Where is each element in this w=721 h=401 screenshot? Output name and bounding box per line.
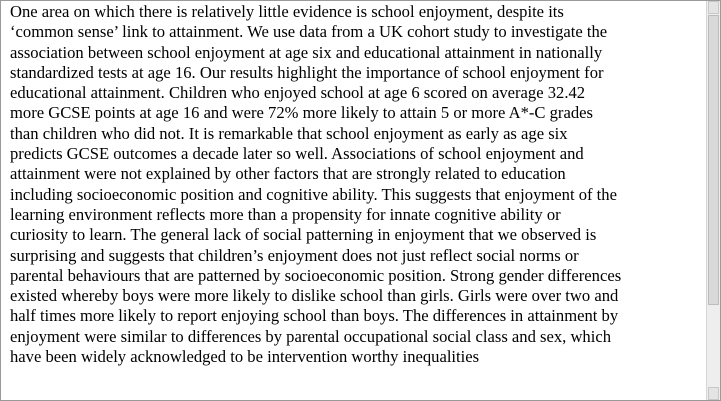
text-line-3: association between school enjoyment at age six and educational attainment in nationally <box>10 42 603 62</box>
text-line-9: attainment were not explained by other factors that are strongly related to education <box>10 164 566 184</box>
text-line-13: surprising and suggests that children’s enjoyment does not just reflect social norms or <box>10 245 579 265</box>
scrollbar-thumb[interactable] <box>708 15 719 305</box>
text-line-8: predicts GCSE outcomes a decade later so well. Associations of school enjoyment and <box>10 144 584 164</box>
text-line-14: parental behaviours that are patterned by socioeconomic position. Strong gender differences <box>10 265 622 285</box>
text-line-4: standardized tests at age 16. Our results highlight the importance of school enjoyment for <box>10 62 604 82</box>
text-line-17: enjoyment were similar to differences by parental occupational social class and sex, which <box>10 326 612 346</box>
text-line-12: curiosity to learn. The general lack of social patterning in enjoyment that we observed is <box>10 225 597 245</box>
text-line-11: learning environment reflects more than a propensity for innate cognitive ability or <box>10 204 561 224</box>
text-line-7: than children who did not. It is remarkable that school enjoyment as early as age six <box>10 123 568 143</box>
text-line-10: including socioeconomic position and cognitive ability. This suggests that enjoyment of the <box>10 184 617 204</box>
document-text-area[interactable] <box>10 2 705 400</box>
text-line-2: ‘common sense’ link to attainment. We use data from a UK cohort study to investigate the <box>10 22 608 42</box>
text-line-1: One area on which there is relatively little evidence is school enjoyment, despite its <box>10 2 564 21</box>
text-line-5: educational attainment. Children who enjoyed school at age 6 scored on average 32.42 <box>10 83 586 103</box>
text-line-16: half times more likely to report enjoying school than boys. The differences in attainment by <box>10 306 619 326</box>
scroll-down-arrow[interactable] <box>708 387 719 400</box>
vertical-scrollbar[interactable] <box>706 1 720 400</box>
text-line-15: existed whereby boys were more likely to dislike school than girls. Girls were over two and <box>10 286 619 306</box>
text-line-6: more GCSE points at age 16 and were 72% more likely to attain 5 or more A*-C grades <box>10 103 593 123</box>
scroll-up-arrow[interactable] <box>708 1 719 14</box>
text-line-18: have been widely acknowledged to be intervention worthy inequalities <box>10 347 480 367</box>
